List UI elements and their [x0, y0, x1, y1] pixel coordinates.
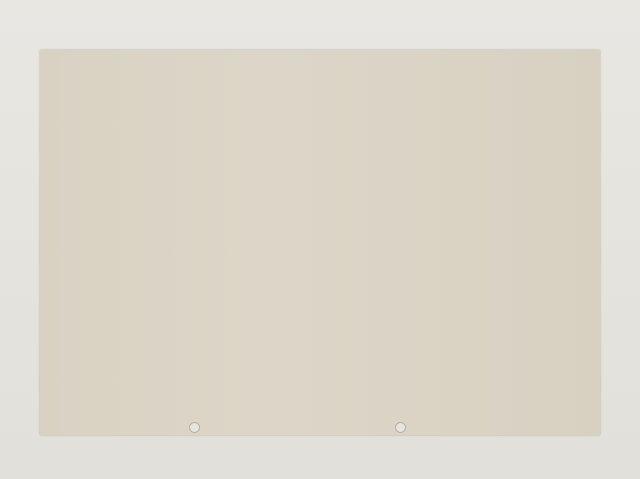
punch-hole: [189, 422, 200, 433]
paper-sheet: [40, 50, 600, 435]
punch-hole: [395, 422, 406, 433]
